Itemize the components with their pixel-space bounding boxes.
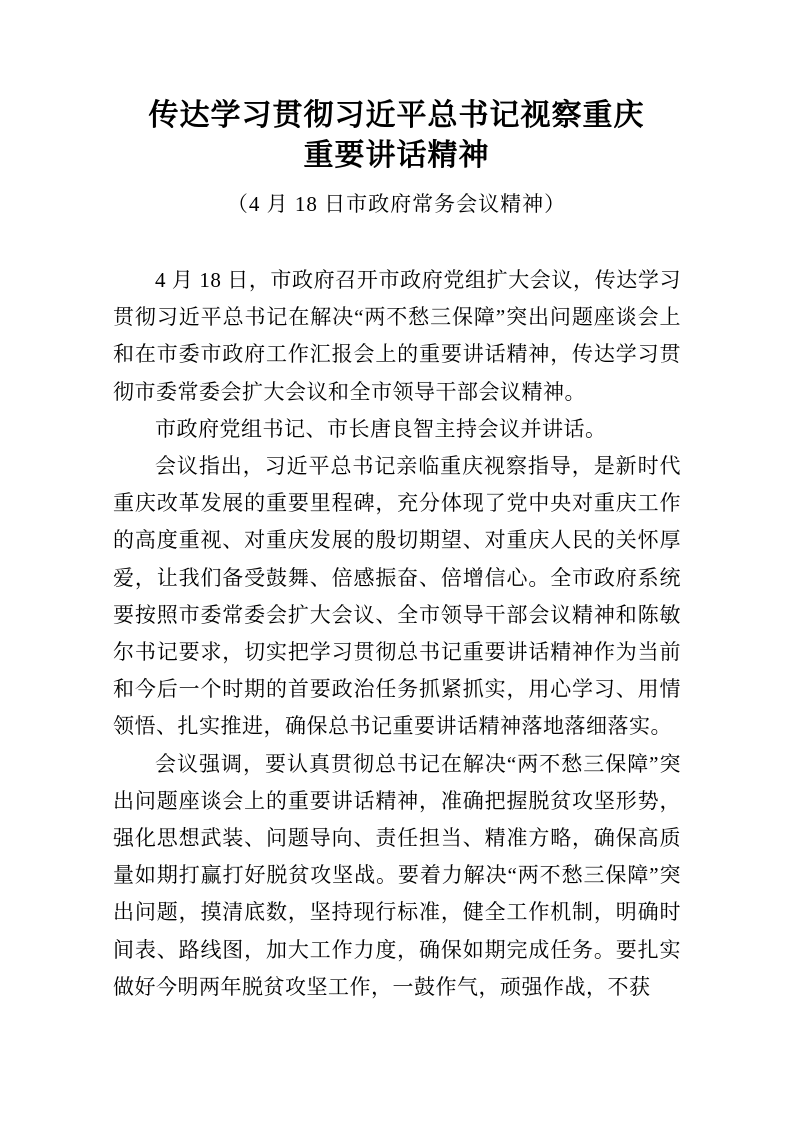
document-title-line-2: 重要讲话精神 — [303, 139, 490, 172]
document-title — [0, 96, 793, 176]
document-title-line-1: 传达学习贯彻习近平总书记视察重庆 — [148, 99, 645, 132]
body-paragraph: 4 月 18 日，市政府召开市政府党组扩大会议，传达学习贯彻习近平总书记在解决“两不愁三保障”突出问题座谈会上和在市委市政府工作汇报会上的重要讲话精神，传达学习贯彻市委常委会扩大会议和全市领导干部会议精神。 — [113, 268, 681, 404]
document-body — [113, 262, 681, 1006]
body-paragraph: 市政府党组书记、市长唐良智主持会议并讲话。 — [155, 416, 607, 441]
body-paragraph: 会议强调，要认真贯彻总书记在解决“两不愁三保障”突出问题座谈会上的重要讲话精神，准确把握脱贫攻坚形势，强化思想武装、问题导向、责任担当、精准方略，确保高质量如期打赢打好脱贫攻坚战。要着力解决“两不愁三保障”突出问题，摸清底数，坚持现行标准，健全工作机制，明确时间表、路线图，加大工作力度，确保如期完成任务。要扎实做好今明两年脱贫攻坚工作，一鼓作气，顽强作战，不获 — [113, 751, 681, 999]
body-paragraph: 会议指出，习近平总书记亲临重庆视察指导，是新时代重庆改革发展的重要里程碑，充分体现了党中央对重庆工作的高度重视、对重庆发展的殷切期望、对重庆人民的关怀厚爱，让我们备受鼓舞、倍感振奋、倍增信心。全市政府系统要按照市委常委会扩大会议、全市领导干部会议精神和陈敏尔书记要求，切实把学习贯彻总书记重要讲话精神作为当前和今后一个时期的首要政治任务抓紧抓实，用心学习、用情领悟、扎实推进，确保总书记重要讲话精神落地落细落实。 — [113, 454, 681, 739]
document-subtitle: （4 月 18 日市政府常务会议精神） — [226, 192, 567, 216]
